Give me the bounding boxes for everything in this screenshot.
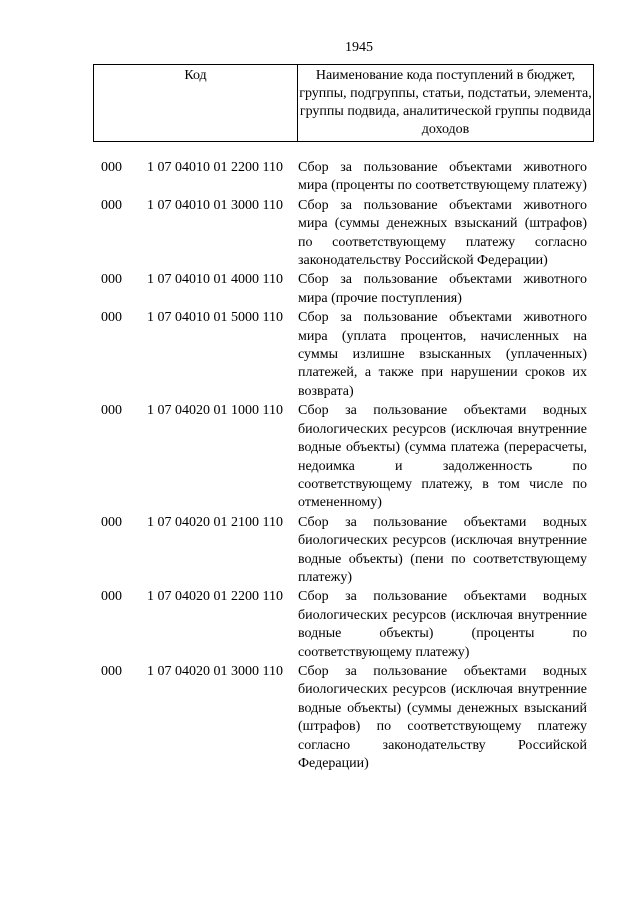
revenue-code: 1 07 04010 01 2200 110 — [147, 160, 283, 175]
revenue-name: Сбор за пользование объектами водных биологических ресурсов (исключая внутренние водные объекты) (суммы денежных взысканий (штрафов) по соответствующему платежу согласно законодательству Российской Федерации) — [298, 663, 587, 771]
revenue-code: 1 07 04020 01 2200 110 — [147, 589, 283, 605]
admin-code: 000 — [101, 272, 122, 288]
admin-code: 000 — [101, 197, 122, 213]
table-header — [93, 64, 594, 142]
revenue-code: 1 07 04010 01 5000 110 — [147, 310, 283, 326]
table-row — [93, 159, 594, 196]
admin-code: 000 — [101, 160, 122, 175]
revenue-name: Сбор за пользование объектами водных биологических ресурсов (исключая внутренние водные объекты) (проценты по соответствующему платежу) — [298, 589, 587, 660]
page-number: 1945 — [345, 40, 373, 55]
revenue-name: Сбор за пользование объектами животного мира (прочие поступления) — [298, 272, 587, 306]
admin-code: 000 — [101, 663, 122, 679]
admin-code: 000 — [101, 403, 122, 419]
admin-code: 000 — [101, 514, 122, 530]
revenue-code: 1 07 04020 01 1000 110 — [147, 403, 283, 419]
table-row — [93, 514, 594, 588]
table-body — [93, 159, 594, 774]
table-row — [93, 197, 594, 271]
revenue-name: Сбор за пользование объектами животного мира (проценты по соответствующему платежу) — [298, 160, 587, 194]
revenue-code: 1 07 04020 01 2100 110 — [147, 514, 283, 530]
revenue-code: 1 07 04010 01 3000 110 — [147, 197, 283, 213]
revenue-name: Сбор за пользование объектами животного мира (уплата процентов, начисленных на суммы излишне взысканных (уплаченных) платежей, а также при нарушении сроков их возврата) — [298, 310, 587, 399]
header-name-label: Наименование кода поступлений в бюджет, группы, подгруппы, статьи, подстатьи, элемента, группы подвида, аналитической группы подвида доходов — [299, 68, 592, 137]
revenue-name: Сбор за пользование объектами животного мира (суммы денежных взысканий (штрафов) по соответствующему платежу согласно законодательству Российской Федерации) — [298, 197, 587, 269]
table-row — [93, 309, 594, 401]
revenue-name: Сбор за пользование объектами водных биологических ресурсов (исключая внутренние водные объекты) (пени по соответствующему платежу) — [298, 514, 587, 585]
header-code-label: Код — [94, 65, 298, 141]
admin-code: 000 — [101, 310, 122, 326]
table-row — [93, 271, 594, 308]
admin-code: 000 — [101, 589, 122, 605]
revenue-code: 1 07 04010 01 4000 110 — [147, 272, 283, 288]
table-row — [93, 402, 594, 512]
table-row — [93, 663, 594, 773]
table-row — [93, 588, 594, 662]
revenue-code: 1 07 04020 01 3000 110 — [147, 663, 283, 679]
revenue-name: Сбор за пользование объектами водных биологических ресурсов (исключая внутренние водные объекты) (сумма платежа (перерасчеты, недоимка и задолженность по соответствующему платежу, в том числе по отмененному) — [298, 403, 587, 511]
